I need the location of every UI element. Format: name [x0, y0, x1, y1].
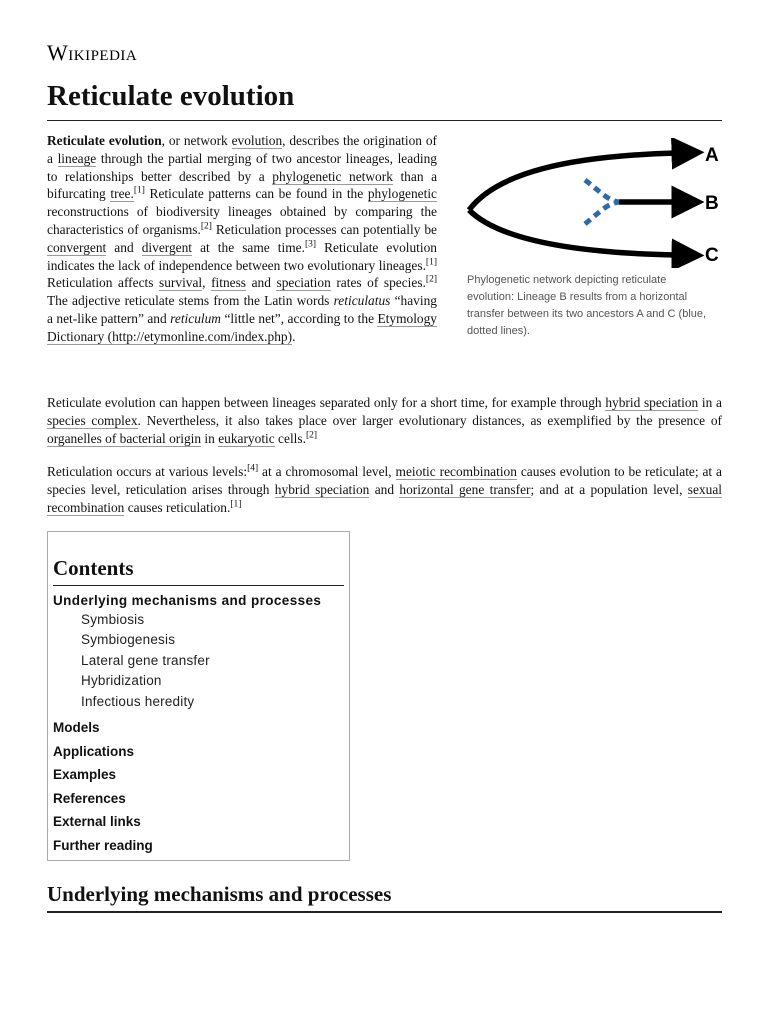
link-evolution[interactable]: evolution: [231, 133, 283, 148]
section-heading: Underlying mechanisms and processes: [47, 882, 722, 913]
figure-caption: Phylogenetic network depicting reticulate evolution: Lineage B results from a horizontal transfer between its two ancestors A and C (blue, dotted lines).: [467, 274, 707, 337]
link-lineage[interactable]: lineage: [57, 150, 97, 166]
text: rates of species.: [330, 275, 426, 291]
toc-list: [53, 592, 344, 857]
link-horizontal-gene-transfer[interactable]: horizontal gene transfer: [399, 481, 531, 497]
link-hybrid-speciation[interactable]: hybrid speciation: [274, 481, 370, 497]
link-speciation[interactable]: speciation: [276, 275, 331, 291]
text: and: [369, 481, 400, 497]
link-tree[interactable]: tree.: [110, 186, 134, 202]
text: causes reticulation.: [124, 499, 231, 515]
toc-item-models[interactable]: Models: [53, 720, 100, 736]
phylogeny-figure: [467, 138, 722, 340]
text: Reticulation occurs at various levels:: [47, 464, 248, 479]
text: through the partial merging of two ancestor lineages, leading to relationships better described by a: [47, 150, 437, 184]
text: Reticulation affects: [47, 275, 160, 291]
toc-item-further-reading[interactable]: Further reading: [53, 837, 153, 853]
toc-subsection-group: [53, 610, 344, 712]
text: “little net”, according to the: [220, 310, 378, 326]
text: ,: [202, 275, 212, 291]
toc-item-external-links[interactable]: External links: [53, 814, 141, 830]
text: ; and at a population level,: [530, 481, 688, 497]
wikipedia-logo[interactable]: Wikipedia: [47, 40, 138, 65]
text: and: [106, 239, 142, 255]
reference-2[interactable]: [2]: [425, 274, 437, 285]
label-a: A: [705, 145, 719, 166]
toc-item-symbiogenesis[interactable]: Symbiogenesis: [81, 632, 176, 648]
latin-word: reticulum: [170, 310, 221, 326]
text: , or network: [161, 133, 232, 148]
text: Reticulation processes can potentially be: [211, 221, 437, 237]
text: at the same time.: [192, 239, 305, 255]
page-title: Reticulate evolution: [47, 78, 722, 121]
text: in: [201, 430, 219, 446]
link-sexual-recombination[interactable]: sexual recombination: [47, 481, 722, 515]
table-of-contents: [47, 531, 350, 861]
link-convergent[interactable]: convergent: [47, 239, 107, 255]
toc-item-symbiosis[interactable]: Symbiosis: [81, 612, 145, 627]
text: in a: [698, 395, 722, 410]
reference-4[interactable]: [4]: [247, 463, 259, 474]
link-eukaryotic[interactable]: eukaryotic: [218, 430, 275, 446]
link-phylogenetic[interactable]: phylogenetic: [367, 186, 437, 202]
label-b: B: [705, 193, 719, 214]
paragraph-2: [47, 394, 722, 447]
text: , describes the origination of a: [47, 133, 437, 166]
phylogenetic-network-diagram: [467, 138, 722, 268]
toc-sublist: [53, 610, 344, 712]
link-phylogenetic-network[interactable]: phylogenetic network: [272, 168, 393, 184]
link-fitness[interactable]: fitness: [211, 275, 247, 291]
text: reconstructions of biodiversity lineages obtained by comparing the characteristics of organisms.: [47, 204, 437, 237]
text: The adjective reticulate stems from the Latin words: [47, 275, 448, 309]
link-species-complex[interactable]: species complex: [47, 412, 138, 428]
text: causes evolution to be reticulate; at a species level, reticulation arises through: [47, 464, 723, 497]
text: .: [292, 328, 296, 344]
text: than a bifurcating: [47, 168, 438, 202]
latin-word: reticulatus: [333, 293, 391, 309]
link-divergent[interactable]: divergent: [141, 239, 193, 255]
text: Reticulate patterns can be found in the: [144, 186, 368, 202]
toc-item-hybridization[interactable]: Hybridization: [81, 673, 162, 689]
text: “having a net-like pattern” and: [47, 293, 437, 326]
text: cells.: [274, 430, 306, 446]
toc-item-underlying-mechanisms[interactable]: Underlying mechanisms and processes: [53, 593, 322, 608]
text: and: [246, 275, 277, 291]
transfer-from-c: [585, 202, 619, 224]
reference-2[interactable]: [2]: [305, 430, 318, 441]
bold-term: Reticulate evolution: [47, 133, 162, 148]
reference-1[interactable]: [1]: [425, 257, 437, 268]
transfer-from-a: [585, 180, 619, 202]
link-meiotic-recombination[interactable]: meiotic recombination: [395, 464, 517, 479]
text: Reticulate evolution indicates the lack of independence between two evolutionary lineages.: [47, 239, 438, 273]
toc-item-applications[interactable]: Applications: [53, 743, 135, 759]
text: . Nevertheless, it also takes place over larger evolutionary distances, as exemplified by the presence of: [137, 412, 722, 428]
toc-item-infectious-heredity[interactable]: Infectious heredity: [81, 693, 195, 709]
link-hybrid-speciation[interactable]: hybrid speciation: [605, 395, 699, 410]
lineage-c-branch: [469, 210, 677, 255]
text: Reticulate evolution can happen between lineages separated only for a short time, for example through: [47, 395, 606, 410]
reference-3[interactable]: [3]: [304, 239, 317, 250]
reference-2[interactable]: [2]: [200, 221, 212, 232]
link-etymology-dictionary[interactable]: Etymology Dictionary (http://etymonline.com/index.php): [47, 310, 437, 344]
link-organelles[interactable]: organelles of bacterial origin: [47, 430, 202, 446]
toc-item-lateral-gene-transfer[interactable]: Lateral gene transfer: [81, 652, 210, 668]
label-c: C: [705, 245, 719, 266]
toc-item-references[interactable]: References: [53, 790, 126, 806]
link-survival[interactable]: survival: [159, 275, 203, 291]
toc-title: Contents: [53, 556, 344, 586]
reference-1[interactable]: [1]: [133, 185, 145, 196]
paragraph-3: [47, 463, 722, 516]
reference-1[interactable]: [1]: [230, 499, 242, 510]
text: at a chromosomal level,: [258, 464, 396, 479]
toc-item-examples[interactable]: Examples: [53, 767, 117, 783]
lead-paragraph: [47, 132, 448, 346]
